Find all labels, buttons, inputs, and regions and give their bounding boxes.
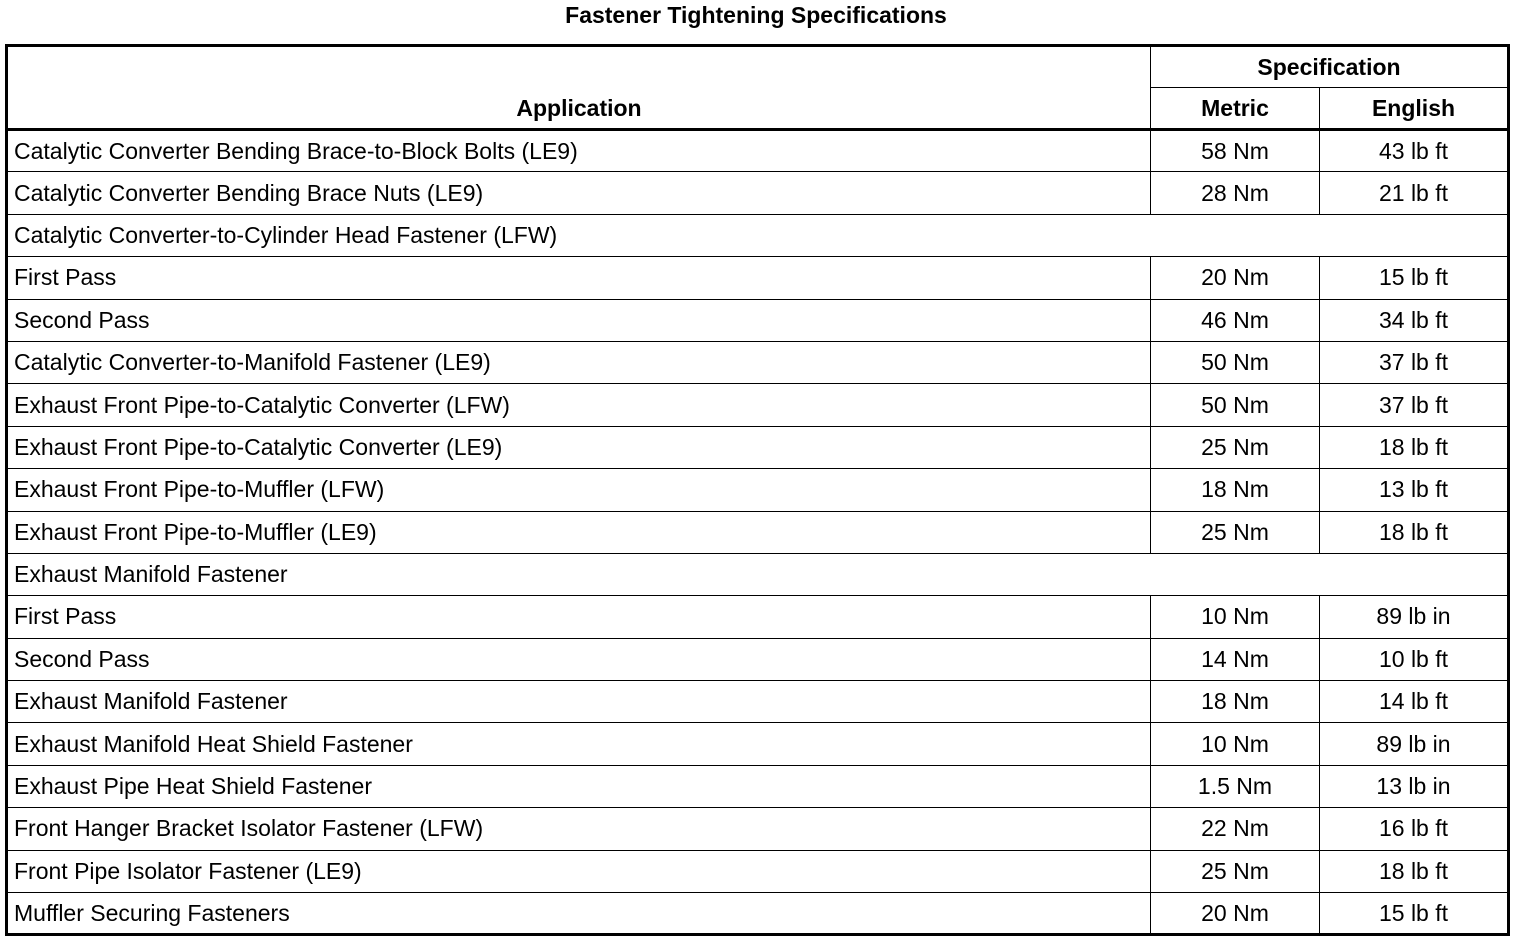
group-label-cell: Exhaust Manifold Fastener <box>7 553 1509 595</box>
application-cell: Exhaust Manifold Fastener <box>7 681 1151 723</box>
table-row <box>7 299 1509 341</box>
metric-cell: 25 Nm <box>1151 511 1320 553</box>
application-cell: Second Pass <box>7 638 1151 680</box>
table-header <box>7 46 1509 130</box>
english-cell: 18 lb ft <box>1320 426 1509 468</box>
metric-cell: 10 Nm <box>1151 723 1320 765</box>
table-row <box>7 257 1509 299</box>
table-row <box>7 469 1509 511</box>
metric-cell: 46 Nm <box>1151 299 1320 341</box>
table-row <box>7 384 1509 426</box>
table-row <box>7 511 1509 553</box>
english-cell: 13 lb ft <box>1320 469 1509 511</box>
page-title: Fastener Tightening Specifications <box>565 2 947 28</box>
application-cell: Catalytic Converter Bending Brace-to-Block Bolts (LE9) <box>7 130 1151 172</box>
table-row <box>7 808 1509 850</box>
application-cell: First Pass <box>7 257 1151 299</box>
application-cell: Second Pass <box>7 299 1151 341</box>
metric-cell: 50 Nm <box>1151 384 1320 426</box>
english-cell: 16 lb ft <box>1320 808 1509 850</box>
application-cell: Exhaust Manifold Heat Shield Fastener <box>7 723 1151 765</box>
application-cell: Exhaust Pipe Heat Shield Fastener <box>7 765 1151 807</box>
table-row <box>7 341 1509 383</box>
table-row <box>7 765 1509 807</box>
application-cell: Exhaust Front Pipe-to-Muffler (LFW) <box>7 469 1151 511</box>
english-cell: 21 lb ft <box>1320 172 1509 214</box>
application-cell: Front Pipe Isolator Fastener (LE9) <box>7 850 1151 892</box>
table-row <box>7 596 1509 638</box>
metric-cell: 20 Nm <box>1151 257 1320 299</box>
metric-cell: 58 Nm <box>1151 130 1320 172</box>
application-cell: Exhaust Front Pipe-to-Catalytic Converter (LE9) <box>7 426 1151 468</box>
specification-header: Specification <box>1151 46 1509 88</box>
table-row <box>7 638 1509 680</box>
metric-cell: 28 Nm <box>1151 172 1320 214</box>
metric-cell: 18 Nm <box>1151 681 1320 723</box>
table-row <box>7 130 1509 172</box>
metric-header: Metric <box>1151 88 1320 130</box>
group-label-cell: Catalytic Converter-to-Cylinder Head Fastener (LFW) <box>7 214 1509 256</box>
specification-table <box>5 44 1510 936</box>
metric-cell: 25 Nm <box>1151 426 1320 468</box>
table-group-row <box>7 214 1509 256</box>
english-cell: 43 lb ft <box>1320 130 1509 172</box>
english-cell: 34 lb ft <box>1320 299 1509 341</box>
english-cell: 18 lb ft <box>1320 511 1509 553</box>
metric-cell: 14 Nm <box>1151 638 1320 680</box>
english-header: English <box>1320 88 1509 130</box>
application-cell: Exhaust Front Pipe-to-Catalytic Converter (LFW) <box>7 384 1151 426</box>
application-cell: Muffler Securing Fasteners <box>7 893 1151 935</box>
english-cell: 10 lb ft <box>1320 638 1509 680</box>
header-row <box>7 46 1509 88</box>
english-cell: 13 lb in <box>1320 765 1509 807</box>
metric-cell: 50 Nm <box>1151 341 1320 383</box>
application-cell: Front Hanger Bracket Isolator Fastener (LFW) <box>7 808 1151 850</box>
table-row <box>7 681 1509 723</box>
table-group-row <box>7 553 1509 595</box>
metric-cell: 22 Nm <box>1151 808 1320 850</box>
metric-cell: 1.5 Nm <box>1151 765 1320 807</box>
english-cell: 37 lb ft <box>1320 341 1509 383</box>
metric-cell: 25 Nm <box>1151 850 1320 892</box>
english-cell: 89 lb in <box>1320 723 1509 765</box>
table-row <box>7 172 1509 214</box>
metric-cell: 10 Nm <box>1151 596 1320 638</box>
table-row <box>7 850 1509 892</box>
metric-cell: 18 Nm <box>1151 469 1320 511</box>
table-row <box>7 723 1509 765</box>
application-cell: Catalytic Converter Bending Brace Nuts (LE9) <box>7 172 1151 214</box>
application-header: Application <box>7 46 1151 130</box>
application-cell: Catalytic Converter-to-Manifold Fastener (LE9) <box>7 341 1151 383</box>
metric-cell: 20 Nm <box>1151 893 1320 935</box>
table-row <box>7 893 1509 935</box>
english-cell: 18 lb ft <box>1320 850 1509 892</box>
english-cell: 15 lb ft <box>1320 257 1509 299</box>
table-body <box>7 130 1509 935</box>
english-cell: 89 lb in <box>1320 596 1509 638</box>
english-cell: 15 lb ft <box>1320 893 1509 935</box>
application-cell: Exhaust Front Pipe-to-Muffler (LE9) <box>7 511 1151 553</box>
english-cell: 14 lb ft <box>1320 681 1509 723</box>
english-cell: 37 lb ft <box>1320 384 1509 426</box>
table-row <box>7 426 1509 468</box>
application-cell: First Pass <box>7 596 1151 638</box>
